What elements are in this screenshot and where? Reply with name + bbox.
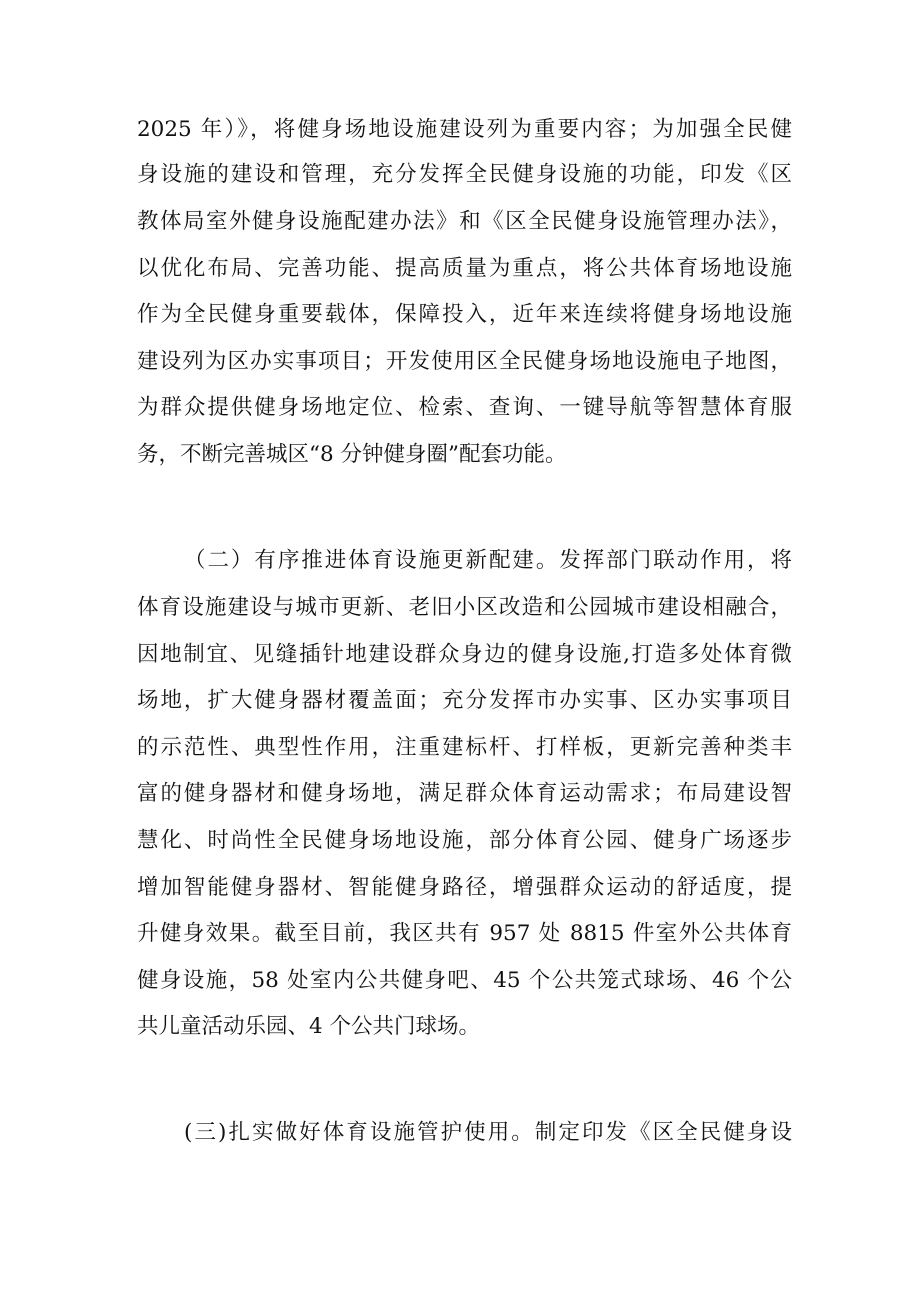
text-line: 体育设施建设与城市更新、老旧小区改造和公园城市建设相融合， [137,595,792,620]
text-line: 作为全民健身重要载体，保障投入，近年来连续将健身场地设施 [137,302,792,327]
text-line: 务，不断完善城区“8 分钟健身圈”配套功能。 [137,442,567,467]
text-line: 增加智能健身器材、智能健身路径，增强群众运动的舒适度，提 [137,875,792,900]
text-line: 健身设施，58 处室内公共健身吧、45 个公共笼式球场、46 个公 [137,968,792,993]
text-line: （二）有序推进体育设施更新配建。发挥部门联动作用，将 [184,548,792,573]
text-line: 升健身效果。截至目前，我区共有 957 处 8815 件室外公共体育 [137,921,792,946]
text-line: 教体局室外健身设施配建办法》和《区全民健身设施管理办法》， [137,209,792,234]
text-line: 以优化布局、完善功能、提高质量为重点，将公共体育场地设施 [137,256,792,281]
text-line: 富的健身器材和健身场地，满足群众体育运动需求；布局建设智 [137,781,792,806]
text-line: 的示范性、典型性作用，注重建标杆、打样板，更新完善种类丰 [137,735,792,760]
text-line: 身设施的建设和管理，充分发挥全民健身设施的功能，印发《区 [137,162,792,187]
text-line: 共儿童活动乐园、4 个公共门球场。 [137,1014,481,1039]
text-line: 为群众提供健身场地定位、检索、查询、一键导航等智慧体育服 [137,395,792,420]
text-line: 因地制宜、见缝插针地建设群众身边的健身设施,打造多处体育微 [137,642,792,667]
text-line: 建设列为区办实事项目；开发使用区全民健身场地设施电子地图， [137,349,792,374]
text-line: 2025 年）》，将健身场地设施建设列为重要内容；为加强全民健 [137,117,792,142]
text-line: 慧化、时尚性全民健身场地设施，部分体育公园、健身广场逐步 [137,828,792,853]
text-line: (三)扎实做好体育设施管护使用。制定印发《区全民健身设 [184,1120,792,1145]
text-line: 场地，扩大健身器材覆盖面；充分发挥市办实事、区办实事项目 [137,688,792,713]
